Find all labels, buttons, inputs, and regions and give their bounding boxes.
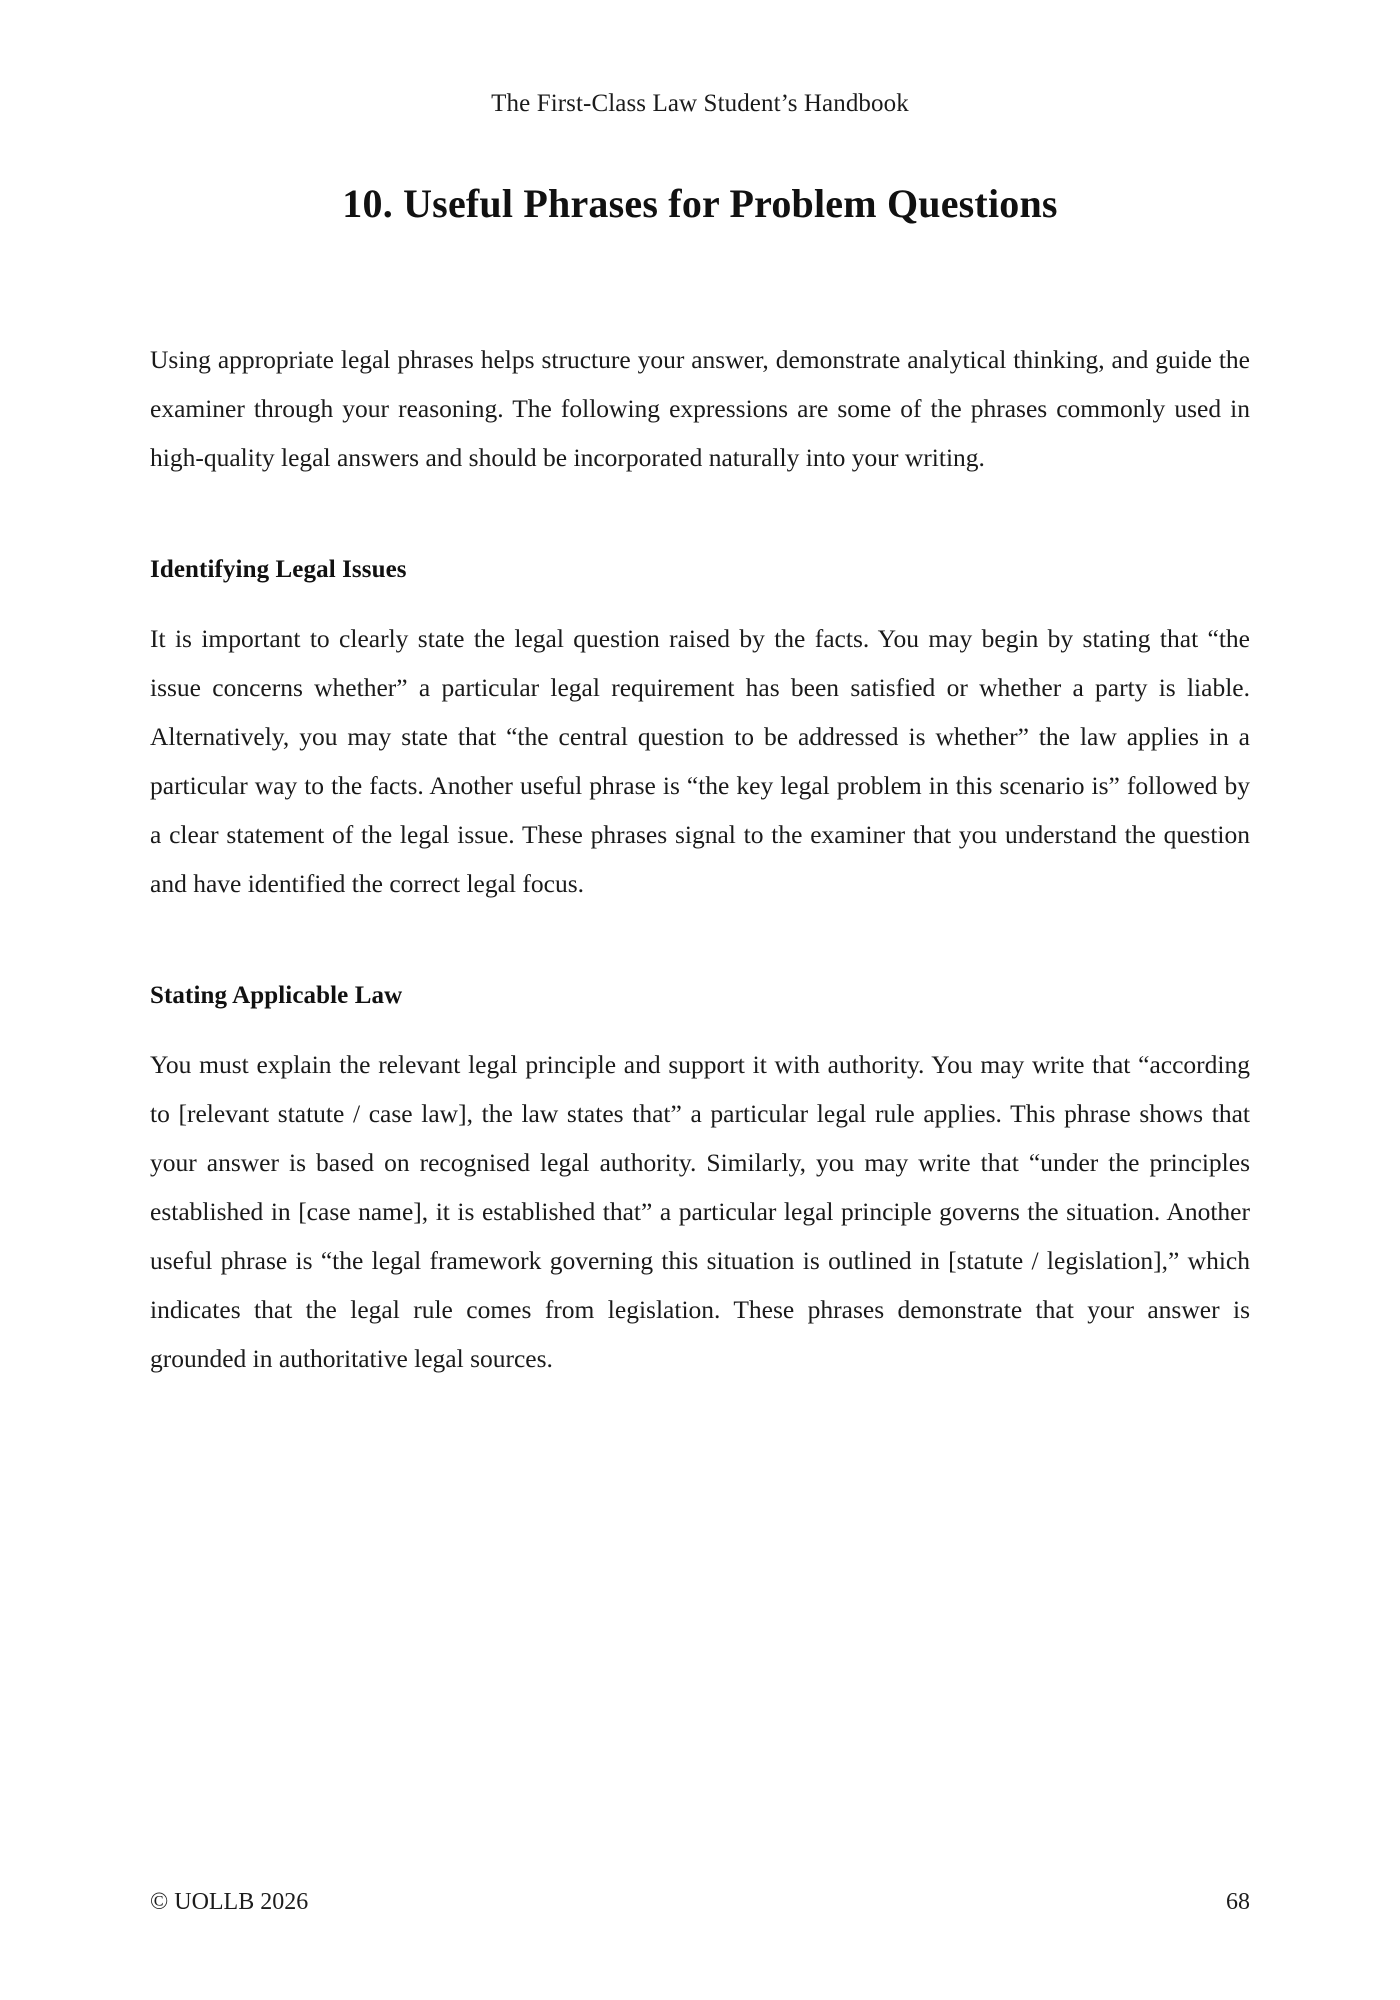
- section-identifying-legal-issues: [150, 556, 1250, 908]
- chapter-title: 10. Useful Phrases for Problem Questions: [342, 181, 1058, 226]
- section-paragraph: It is important to clearly state the legal question raised by the facts. You may begin by stating that “the issue concerns whether” a particular legal requirement has been satisfied or whether a party is liable. Alternatively, you may state that “the central question to be addressed is whether” the law applies in a particular way to the facts. Another useful phrase is “the key legal problem in this scenario is” followed by a clear statement of the legal issue. These phrases signal to the examiner that you understand the question and have identified the correct legal focus.: [150, 624, 1250, 898]
- page-footer: [150, 1889, 1250, 1916]
- page-content: [150, 0, 1250, 2000]
- section-paragraph: You must explain the relevant legal principle and support it with authority. You may write that “according to [relevant statute / case law], the law states that” a particular legal rule applies. This phrase shows that your answer is based on recognised legal authority. Similarly, you may write that “under the principles established in [case name], it is established that” a particular legal principle governs the situation. Another useful phrase is “the legal framework governing this situation is outlined in [statute / legislation],” which indicates that the legal rule comes from legislation. These phrases demonstrate that your answer is grounded in authoritative legal sources.: [150, 1050, 1250, 1373]
- intro-section: [150, 335, 1250, 482]
- copyright-notice: © UOLLB 2026: [150, 1889, 309, 1915]
- section-heading: Stating Applicable Law: [150, 982, 403, 1009]
- intro-paragraph: Using appropriate legal phrases helps structure your answer, demonstrate analytical thinking, and guide the examiner through your reasoning. The following expressions are some of the phrases commonly used in high-quality legal answers and should be incorporated naturally into your writing.: [150, 345, 1250, 472]
- section-stating-applicable-law: [150, 982, 1250, 1383]
- page-number: 68: [1226, 1889, 1250, 1915]
- running-head: The First-Class Law Student’s Handbook: [491, 90, 909, 117]
- section-heading: Identifying Legal Issues: [150, 556, 407, 583]
